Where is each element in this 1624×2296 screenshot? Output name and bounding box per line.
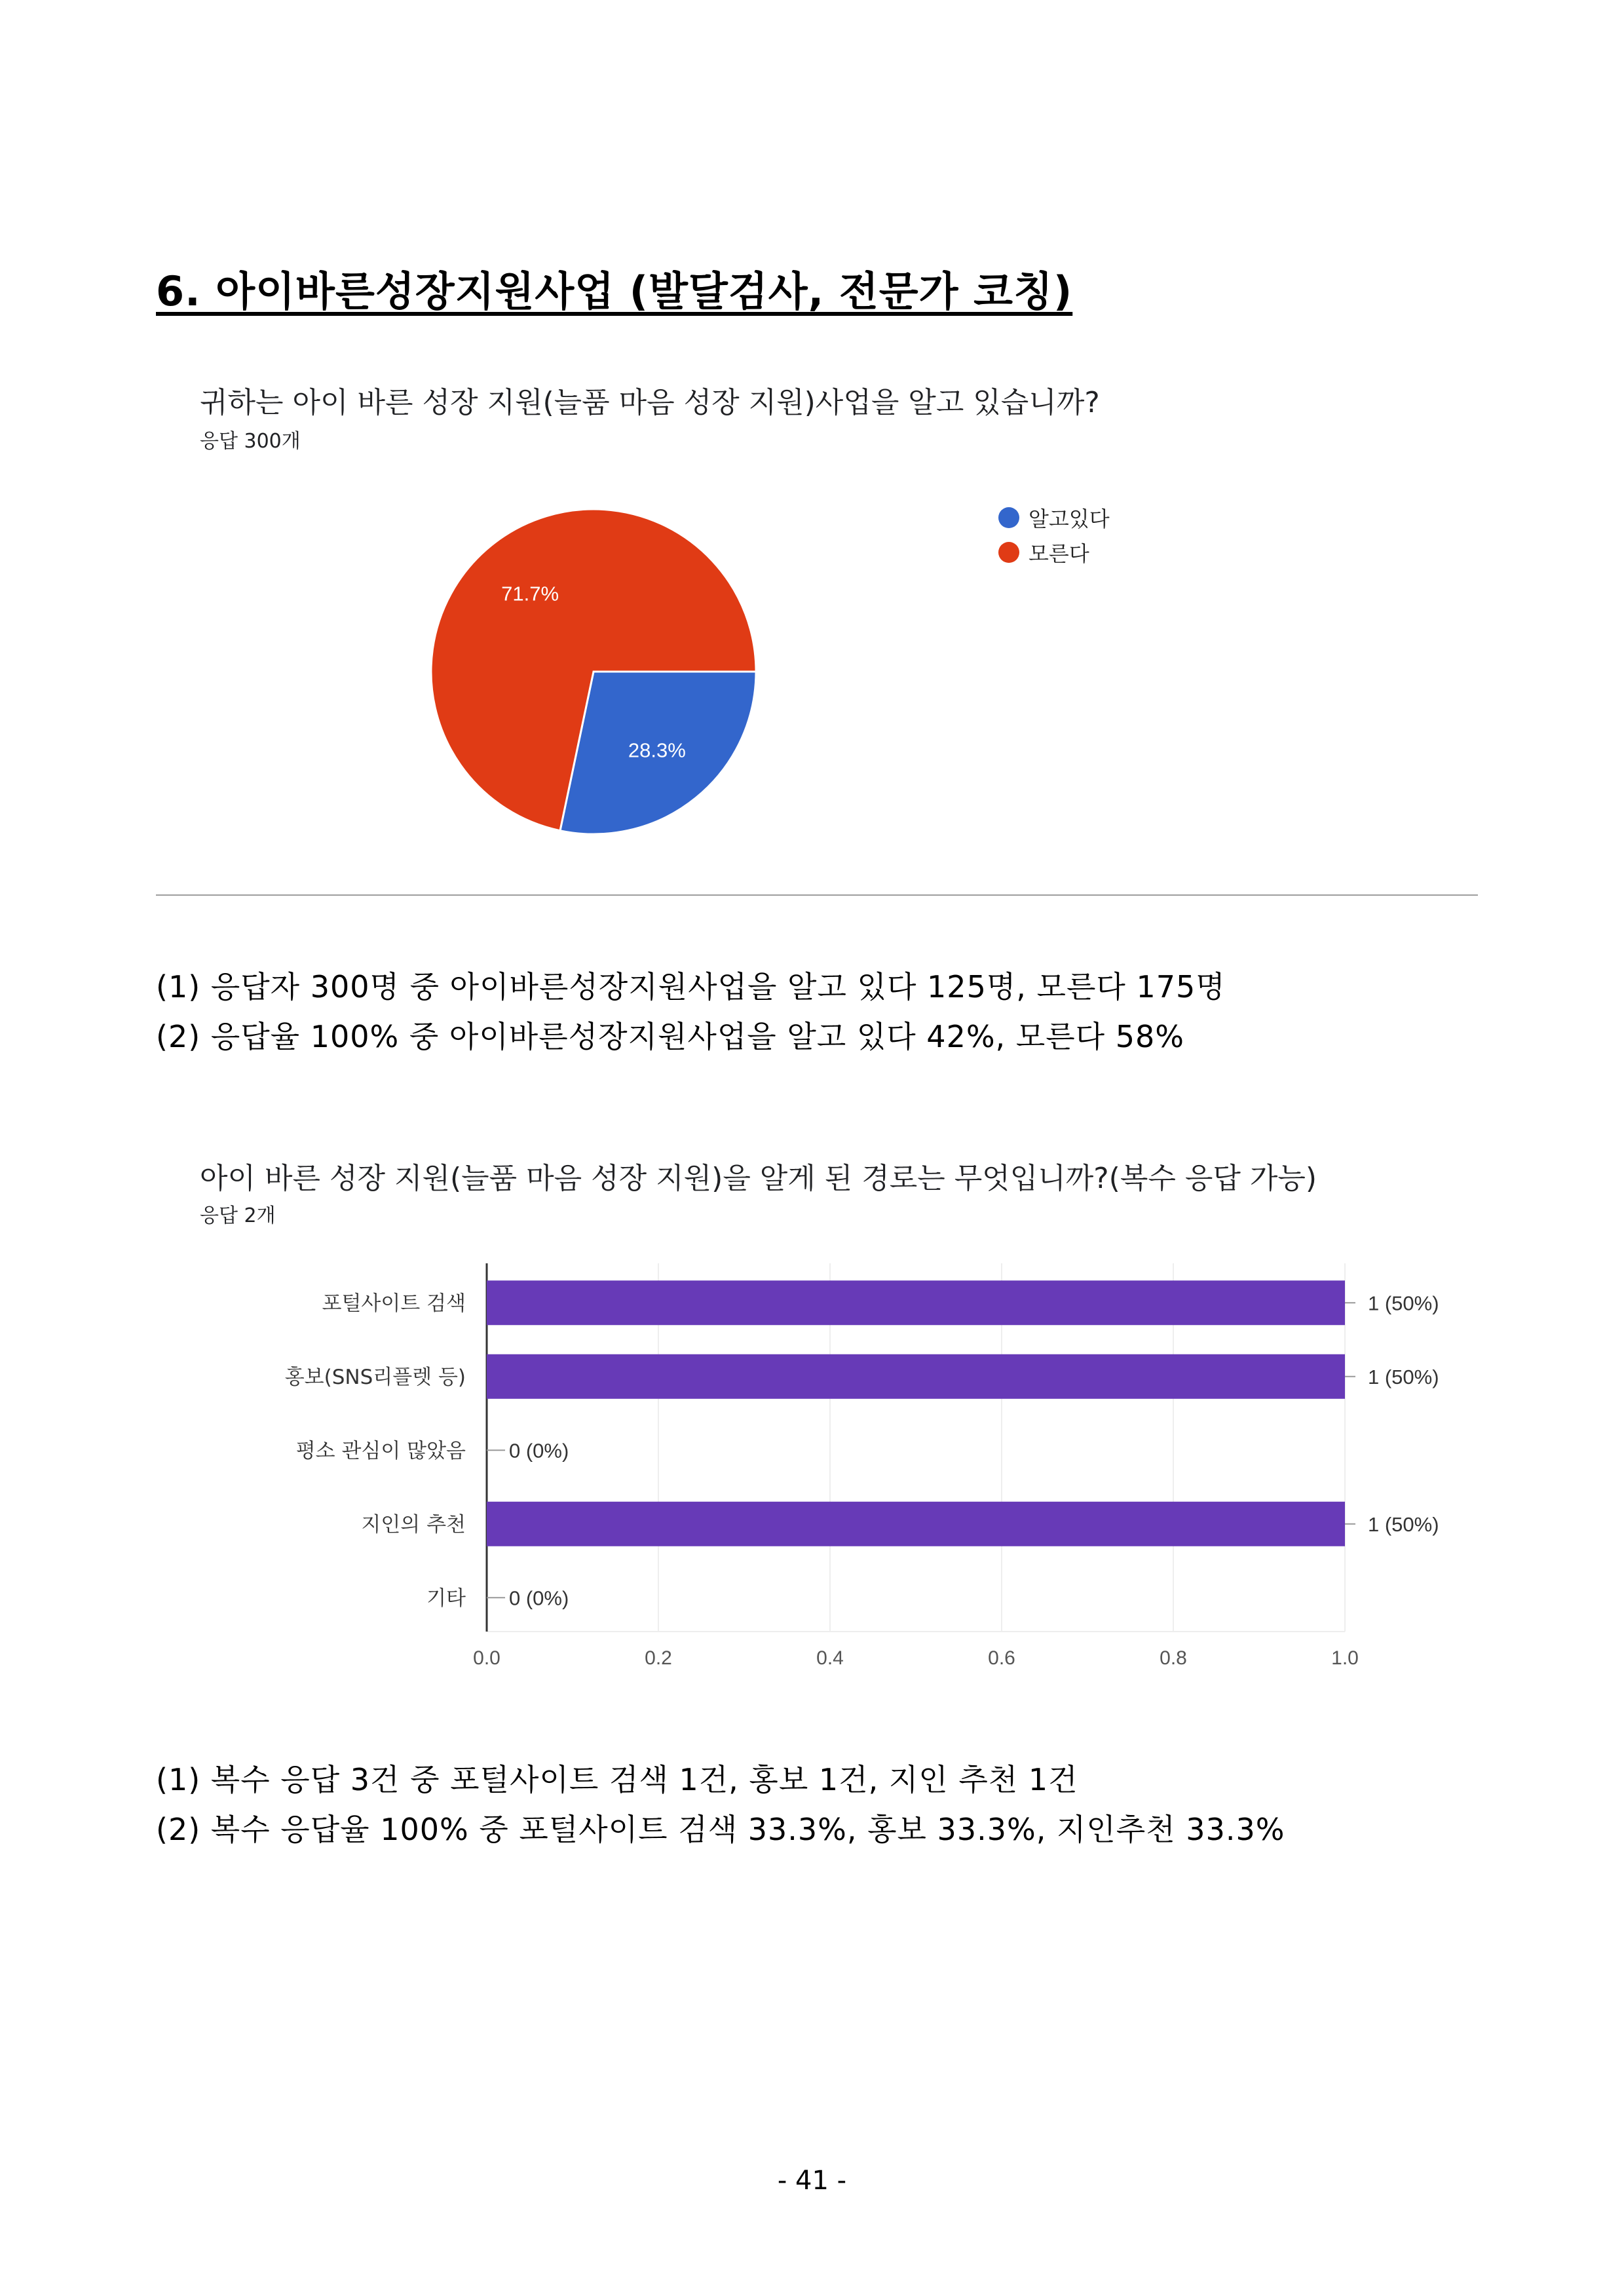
x-tick-label: 0.8 xyxy=(1160,1647,1187,1669)
bar-data-label: 1 (50%) xyxy=(1368,1365,1439,1388)
question-2-text: 아이 바른 성장 지원(늘품 마음 성장 지원)을 알게 된 경로는 무엇입니까?(복수 응답 가능) xyxy=(200,1162,1317,1195)
category-label: 홍보(SNS리플렛 등) xyxy=(284,1365,466,1389)
bar-data-label: 0 (0%) xyxy=(509,1439,569,1463)
summary-2-line-1: (1) 복수 응답 3건 중 포털사이트 검색 1건, 홍보 1건, 지인 추천 1건 xyxy=(156,1762,1078,1797)
x-tick-label: 0.2 xyxy=(645,1647,672,1669)
bar-4 xyxy=(487,1502,1345,1546)
category-label: 포털사이트 검색 xyxy=(322,1292,466,1316)
legend-label-unaware: 모른다 xyxy=(1029,542,1089,565)
bar-1 xyxy=(487,1280,1345,1325)
bar-data-label: 1 (50%) xyxy=(1368,1512,1439,1536)
bar-data-label: 0 (0%) xyxy=(509,1586,569,1610)
legend-label-aware: 알고있다 xyxy=(1029,507,1110,531)
question-2-response-count: 응답 2개 xyxy=(200,1204,276,1227)
pie-slice-label-2: 71.7% xyxy=(501,582,559,605)
category-label: 평소 관심이 많았음 xyxy=(295,1439,466,1463)
x-tick-label: 1.0 xyxy=(1331,1647,1359,1669)
x-tick-label: 0.6 xyxy=(988,1647,1015,1669)
page-number: - 41 - xyxy=(777,2166,847,2196)
summary-1-line-2: (2) 응답율 100% 중 아이바른성장지원사업을 알고 있다 42%, 모른다 58% xyxy=(156,1019,1184,1054)
bar-2 xyxy=(487,1354,1345,1399)
summary-2-line-2: (2) 복수 응답율 100% 중 포털사이트 검색 33.3%, 홍보 33.3%, 지인추천 33.3% xyxy=(156,1812,1285,1847)
x-tick-label: 0.0 xyxy=(473,1647,500,1669)
x-tick-label: 0.4 xyxy=(816,1647,844,1669)
bar-data-label: 1 (50%) xyxy=(1368,1292,1439,1315)
summary-1-line-1: (1) 응답자 300명 중 아이바른성장지원사업을 알고 있다 125명, 모른다 175명 xyxy=(156,969,1226,1004)
pie-slice-label-1: 28.3% xyxy=(628,738,686,762)
question-1-text: 귀하는 아이 바른 성장 지원(늘품 마음 성장 지원)사업을 알고 있습니까? xyxy=(200,386,1100,419)
section-title: 6. 아이바른성장지원사업 (발달검사, 전문가 코칭) xyxy=(156,267,1073,315)
category-label: 기타 xyxy=(426,1586,466,1611)
category-label: 지인의 추천 xyxy=(361,1512,466,1537)
question-1-response-count: 응답 300개 xyxy=(200,430,301,453)
